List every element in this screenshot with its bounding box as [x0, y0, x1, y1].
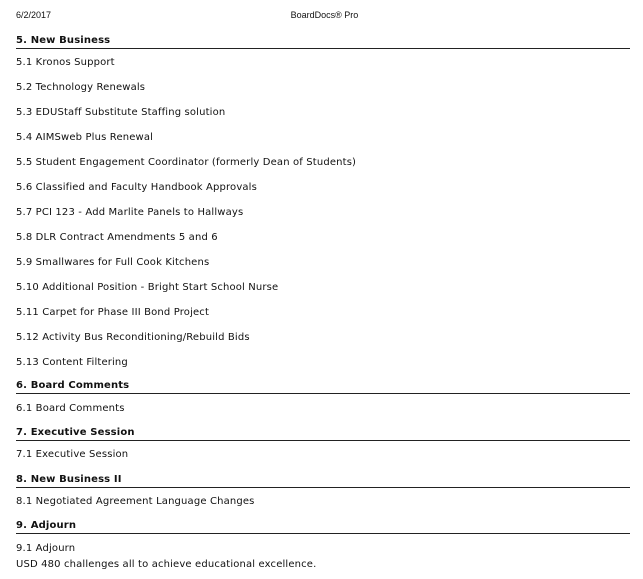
- page-header: [16, 10, 633, 22]
- print-date: 6/2/2017: [16, 10, 52, 20]
- agenda-item[interactable]: 5.4 AIMSweb Plus Renewal: [16, 132, 154, 143]
- agenda-item[interactable]: 5.12 Activity Bus Reconditioning/Rebuild Bids: [16, 332, 250, 343]
- agenda-item[interactable]: 5.11 Carpet for Phase III Bond Project: [16, 307, 210, 318]
- agenda-item[interactable]: 8.1 Negotiated Agreement Language Changes: [16, 496, 255, 507]
- agenda-item[interactable]: 5.13 Content Filtering: [16, 357, 128, 368]
- section-heading-adjourn: 9. Adjourn: [16, 520, 630, 534]
- agenda-item[interactable]: 5.9 Smallwares for Full Cook Kitchens: [16, 257, 210, 268]
- agenda-item[interactable]: 5.5 Student Engagement Coordinator (formerly Dean of Students): [16, 157, 357, 168]
- district-motto: USD 480 challenges all to achieve educational excellence.: [16, 559, 317, 570]
- agenda-item[interactable]: 5.2 Technology Renewals: [16, 82, 146, 93]
- agenda-item[interactable]: 6.1 Board Comments: [16, 403, 125, 414]
- section-heading-new-business: 5. New Business: [16, 35, 630, 49]
- agenda-item[interactable]: 5.10 Additional Position - Bright Start School Nurse: [16, 282, 279, 293]
- agenda-item[interactable]: 5.7 PCI 123 - Add Marlite Panels to Hallways: [16, 207, 244, 218]
- section-heading-board-comments: 6. Board Comments: [16, 380, 630, 394]
- agenda-item[interactable]: 9.1 Adjourn: [16, 543, 76, 554]
- agenda-item[interactable]: 5.3 EDUStaff Substitute Staffing solution: [16, 107, 226, 118]
- section-heading-new-business-ii: 8. New Business II: [16, 474, 630, 488]
- agenda-item[interactable]: 5.8 DLR Contract Amendments 5 and 6: [16, 232, 218, 243]
- agenda-item[interactable]: 7.1 Executive Session: [16, 449, 129, 460]
- agenda-item[interactable]: 5.1 Kronos Support: [16, 57, 115, 68]
- section-heading-executive-session: 7. Executive Session: [16, 427, 630, 441]
- app-title: BoardDocs® Pro: [290, 10, 359, 20]
- agenda-item[interactable]: 5.6 Classified and Faculty Handbook Approvals: [16, 182, 257, 193]
